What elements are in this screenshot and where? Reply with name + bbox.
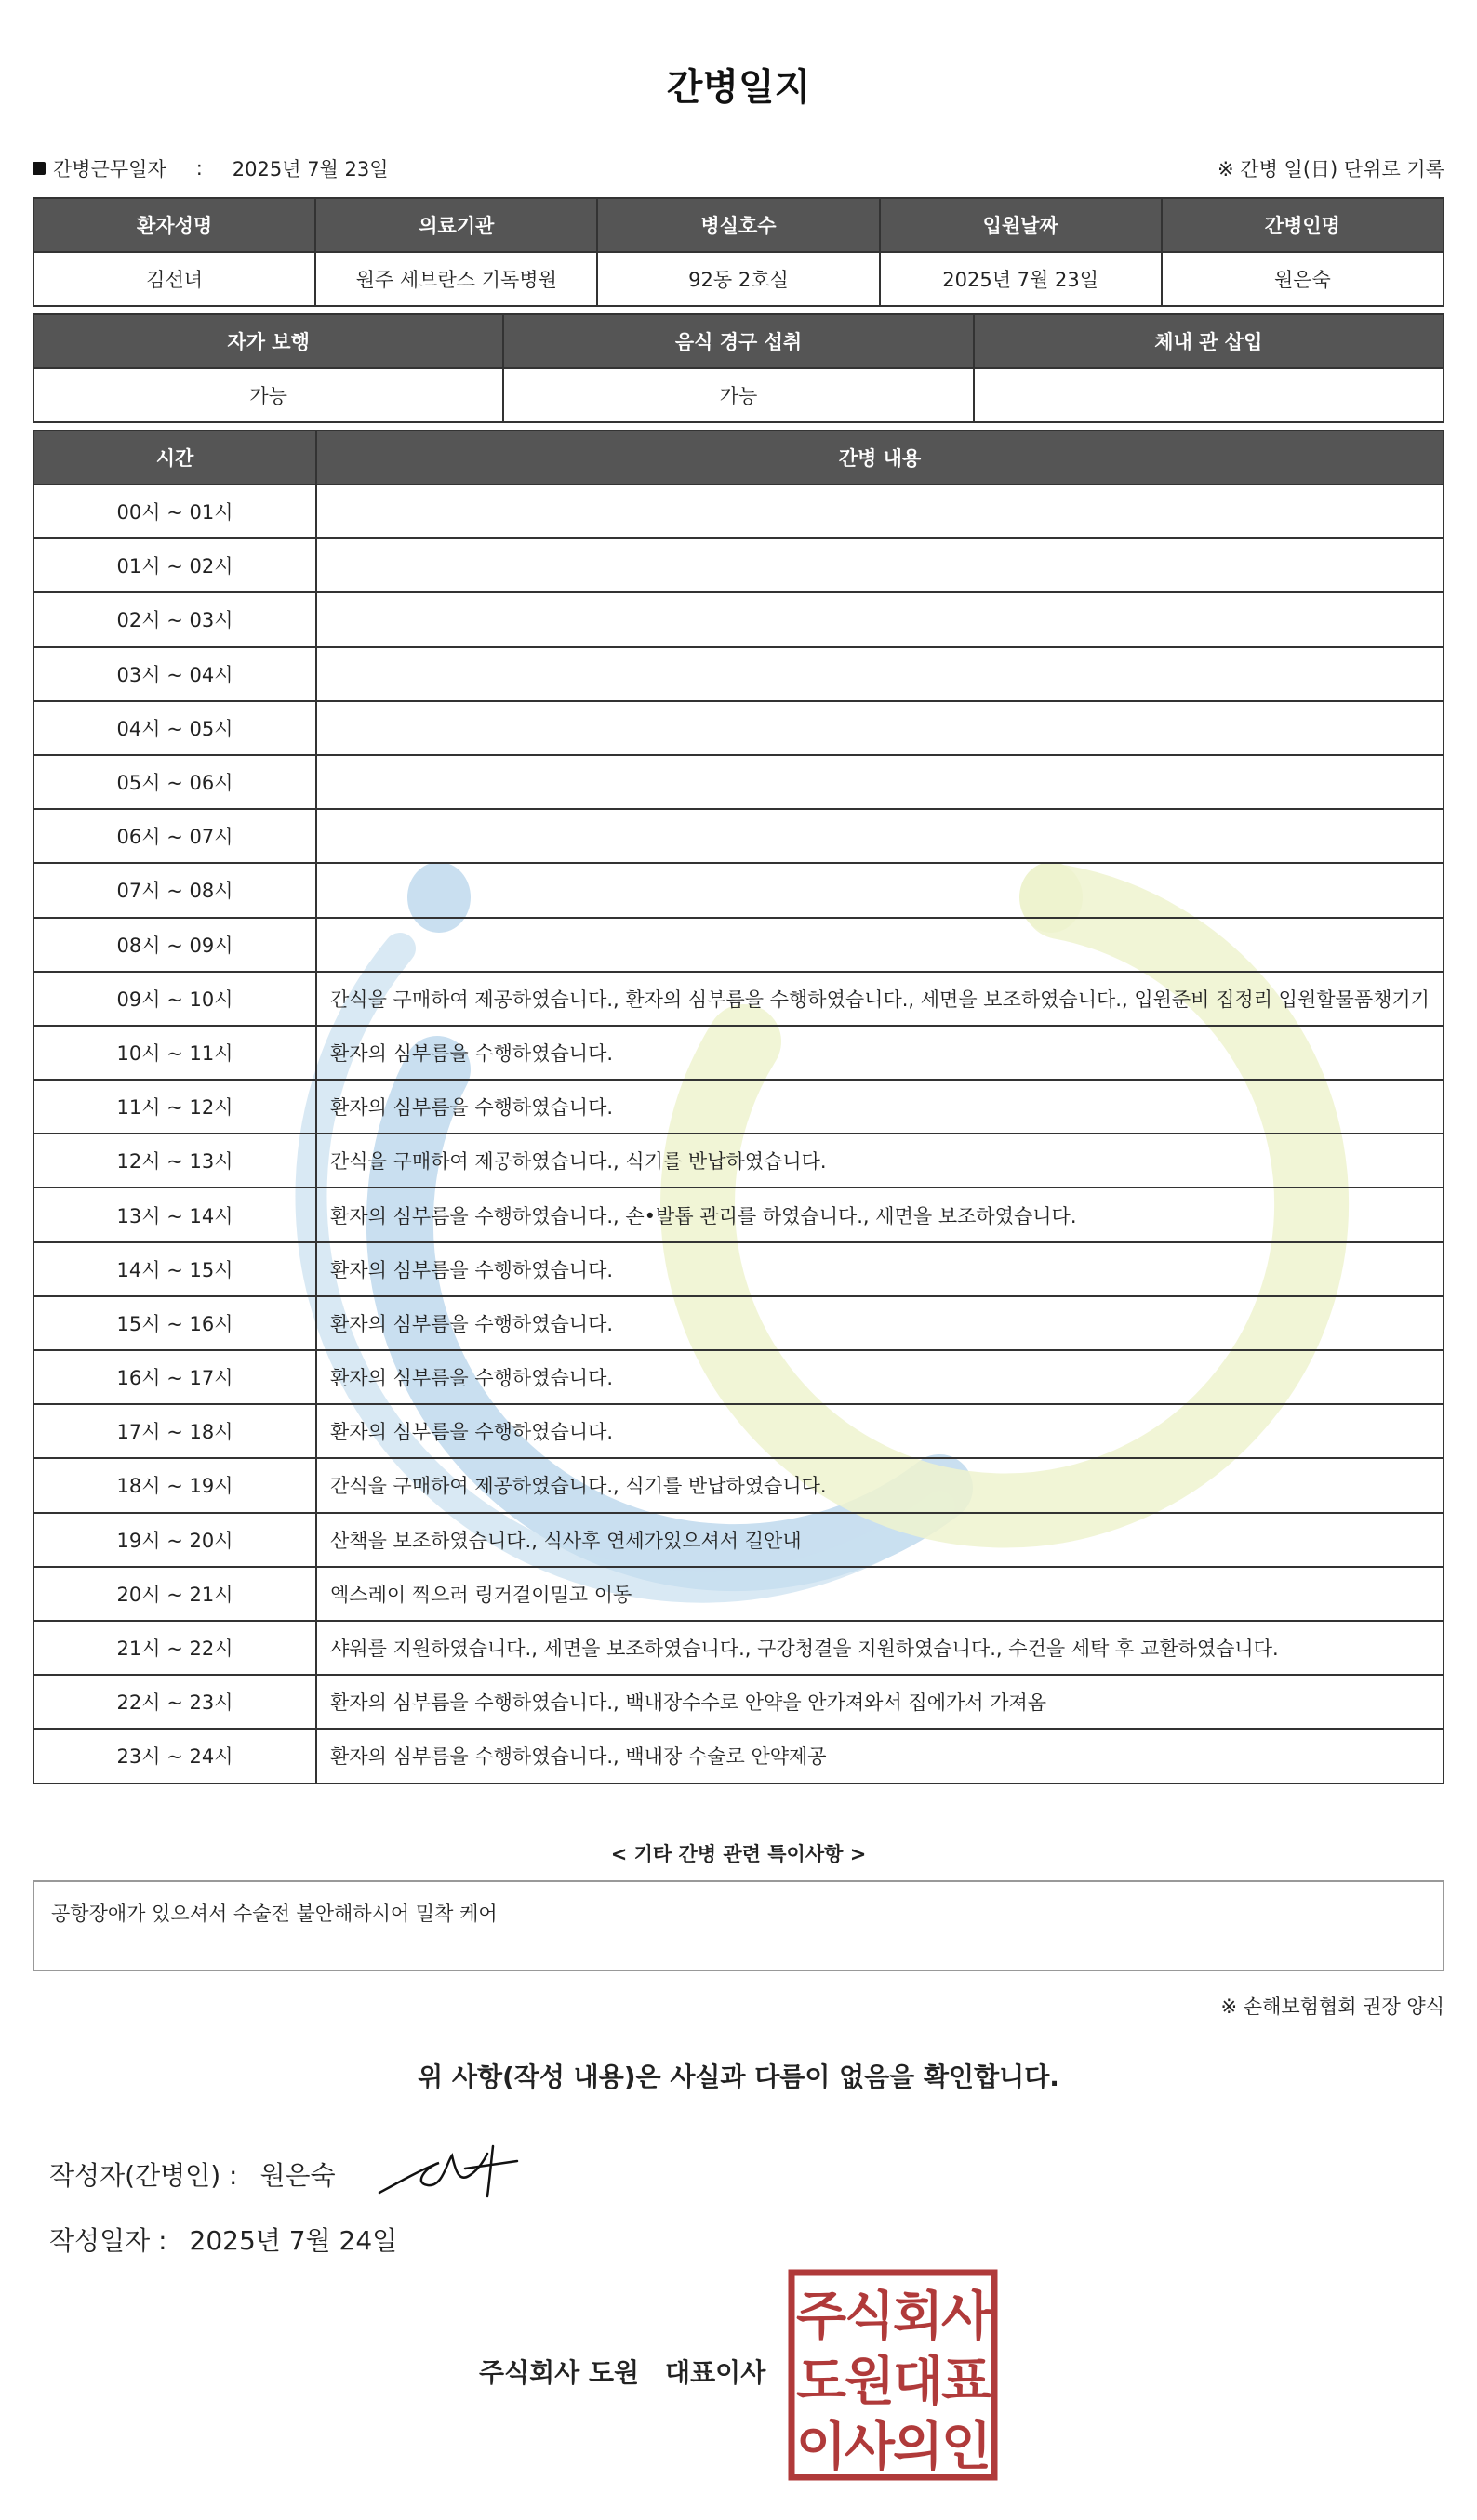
table-row <box>33 1729 1444 1783</box>
confirmation-statement: 위 사항(작성 내용)은 사실과 다름이 없음을 확인합니다. <box>418 2062 1059 2092</box>
work-date-value: 2025년 7월 23일 <box>232 158 389 180</box>
care-content <box>316 484 1444 538</box>
written-date-label: 작성일자 : <box>49 2225 167 2256</box>
table-row <box>33 1187 1444 1241</box>
table-row <box>33 972 1444 1026</box>
seal-character: 주 <box>795 2287 847 2347</box>
time-slot: 14시 ~ 15시 <box>33 1242 316 1296</box>
time-slot: 06시 ~ 07시 <box>33 809 316 863</box>
table-row <box>33 1621 1444 1675</box>
care-content: 샤워를 지원하였습니다., 세면을 보조하였습니다., 구강청결을 지원하였습니다., 수건을 세탁 후 교환하였습니다. <box>316 1621 1444 1675</box>
header-time: 시간 <box>33 431 316 484</box>
writer-name: 원은숙 <box>259 2160 336 2191</box>
care-content: 산책을 보조하였습니다., 식사후 연세가있으셔서 길안내 <box>316 1513 1444 1567</box>
table-row <box>33 1513 1444 1567</box>
care-content: 환자의 심부름을 수행하였습니다., 백내장 수술로 안약제공 <box>316 1729 1444 1783</box>
patient-info-table <box>33 197 1444 307</box>
table-row <box>33 755 1444 809</box>
seal-character: 대 <box>892 2352 944 2412</box>
care-content: 엑스레이 찍으러 링거걸이밀고 이동 <box>316 1567 1444 1621</box>
care-content <box>316 755 1444 809</box>
time-slot: 21시 ~ 22시 <box>33 1621 316 1675</box>
notes-box <box>33 1880 1444 1971</box>
time-slot: 11시 ~ 12시 <box>33 1080 316 1134</box>
time-slot: 07시 ~ 08시 <box>33 863 316 917</box>
care-content: 환자의 심부름을 수행하였습니다. <box>316 1026 1444 1080</box>
care-content <box>316 918 1444 972</box>
square-bullet-icon <box>33 162 46 175</box>
patient-name: 김선녀 <box>33 252 315 306</box>
table-row <box>33 538 1444 592</box>
time-slot: 02시 ~ 03시 <box>33 592 316 646</box>
document-title: 간병일지 <box>666 66 811 109</box>
time-slot: 08시 ~ 09시 <box>33 918 316 972</box>
table-row <box>33 592 1444 646</box>
handwritten-signature <box>372 2135 521 2209</box>
seal-character: 사 <box>940 2287 992 2347</box>
time-slot: 00시 ~ 01시 <box>33 484 316 538</box>
representative-title: 대표이사 <box>665 2357 766 2388</box>
table-row <box>33 1458 1444 1512</box>
written-date-value: 2025년 7월 24일 <box>189 2225 398 2256</box>
care-content: 간식을 구매하여 제공하였습니다., 식기를 반납하였습니다. <box>316 1458 1444 1512</box>
company-name: 주식회사 도원 <box>479 2357 640 2388</box>
time-slot: 03시 ~ 04시 <box>33 647 316 701</box>
time-slot: 09시 ~ 10시 <box>33 972 316 1026</box>
company-line <box>479 2353 765 2390</box>
unit-note: ※ 간병 일(日) 단위로 기록 <box>1218 158 1444 180</box>
time-slot: 15시 ~ 16시 <box>33 1296 316 1350</box>
admission-date: 2025년 7월 23일 <box>880 252 1162 306</box>
header-care-content: 간병 내용 <box>316 431 1444 484</box>
table-row <box>33 1296 1444 1350</box>
table-row <box>33 863 1444 917</box>
table-row <box>33 809 1444 863</box>
seal-character: 의 <box>892 2417 944 2477</box>
table-row <box>33 484 1444 538</box>
tube-insertion-value <box>974 368 1444 422</box>
time-slot: 20시 ~ 21시 <box>33 1567 316 1621</box>
care-content: 환자의 심부름을 수행하였습니다. <box>316 1242 1444 1296</box>
care-log-table <box>33 430 1444 1784</box>
table-row <box>33 647 1444 701</box>
company-seal-stamp <box>788 2269 998 2481</box>
care-content <box>316 809 1444 863</box>
table-row <box>33 1026 1444 1080</box>
seal-character: 식 <box>844 2287 896 2347</box>
writer-line <box>49 2155 336 2193</box>
caregiver-name: 원은숙 <box>1162 252 1444 306</box>
care-content <box>316 538 1444 592</box>
care-content <box>316 701 1444 755</box>
care-content <box>316 592 1444 646</box>
time-slot: 18시 ~ 19시 <box>33 1458 316 1512</box>
work-date-separator: : <box>195 157 203 179</box>
oral-intake-value: 가능 <box>503 368 973 422</box>
table-row <box>33 918 1444 972</box>
care-content: 환자의 심부름을 수행하였습니다., 손•발톱 관리를 하였습니다., 세면을 보조하였습니다. <box>316 1187 1444 1241</box>
time-slot: 05시 ~ 06시 <box>33 755 316 809</box>
table-row <box>33 1675 1444 1729</box>
seal-character: 도 <box>795 2352 847 2412</box>
care-content <box>316 863 1444 917</box>
hospital: 원주 세브란스 기독병원 <box>315 252 597 306</box>
writer-label: 작성자(간병인) : <box>49 2160 238 2191</box>
time-slot: 23시 ~ 24시 <box>33 1729 316 1783</box>
table-row <box>33 1134 1444 1187</box>
time-slot: 16시 ~ 17시 <box>33 1350 316 1404</box>
time-slot: 12시 ~ 13시 <box>33 1134 316 1187</box>
care-content <box>316 647 1444 701</box>
header-room: 병실호수 <box>597 198 879 252</box>
seal-character: 사 <box>844 2417 896 2477</box>
time-slot: 01시 ~ 02시 <box>33 538 316 592</box>
care-content: 환자의 심부름을 수행하였습니다. <box>316 1404 1444 1458</box>
header-caregiver-name: 간병인명 <box>1162 198 1444 252</box>
table-row <box>33 701 1444 755</box>
time-slot: 22시 ~ 23시 <box>33 1675 316 1729</box>
seal-character: 회 <box>892 2287 944 2347</box>
association-note: ※ 손해보험협회 권장 양식 <box>1220 1996 1444 2018</box>
header-oral-intake: 음식 경구 섭취 <box>503 314 973 368</box>
header-tube-insertion: 체내 관 삽입 <box>974 314 1444 368</box>
seal-character: 원 <box>844 2352 896 2412</box>
time-slot: 17시 ~ 18시 <box>33 1404 316 1458</box>
care-content: 환자의 심부름을 수행하였습니다. <box>316 1350 1444 1404</box>
time-slot: 19시 ~ 20시 <box>33 1513 316 1567</box>
care-content: 간식을 구매하여 제공하였습니다., 환자의 심부름을 수행하였습니다., 세면을 보조하였습니다., 입원준비 집정리 입원할물품챙기기 <box>316 972 1444 1026</box>
care-content: 환자의 심부름을 수행하였습니다., 백내장수수로 안약을 안가져와서 집에가서 가져옴 <box>316 1675 1444 1729</box>
care-log-rows <box>33 484 1444 1784</box>
work-date-label: 간병근무일자 <box>53 158 166 180</box>
work-date <box>33 154 389 182</box>
written-date-line <box>49 2221 397 2258</box>
self-walking-value: 가능 <box>33 368 503 422</box>
patient-ability-table <box>33 313 1444 423</box>
time-slot: 10시 ~ 11시 <box>33 1026 316 1080</box>
time-slot: 04시 ~ 05시 <box>33 701 316 755</box>
table-row <box>33 1080 1444 1134</box>
care-content: 간식을 구매하여 제공하였습니다., 식기를 반납하였습니다. <box>316 1134 1444 1187</box>
notes-content: 공항장애가 있으셔서 수술전 불안해하시어 밀착 케어 <box>51 1903 498 1925</box>
header-patient-name: 환자성명 <box>33 198 315 252</box>
notes-title: < 기타 간병 관련 특이사항 > <box>610 1843 867 1865</box>
time-slot: 13시 ~ 14시 <box>33 1187 316 1241</box>
seal-character: 인 <box>940 2417 992 2477</box>
table-row <box>33 1242 1444 1296</box>
header-hospital: 의료기관 <box>315 198 597 252</box>
header-admission-date: 입원날짜 <box>880 198 1162 252</box>
table-row <box>33 1567 1444 1621</box>
seal-character: 이 <box>795 2417 847 2477</box>
header-self-walking: 자가 보행 <box>33 314 503 368</box>
room-number: 92동 2호실 <box>597 252 879 306</box>
care-content: 환자의 심부름을 수행하였습니다. <box>316 1080 1444 1134</box>
seal-character: 표 <box>940 2352 992 2412</box>
table-row <box>33 1350 1444 1404</box>
table-row <box>33 1404 1444 1458</box>
care-content: 환자의 심부름을 수행하였습니다. <box>316 1296 1444 1350</box>
